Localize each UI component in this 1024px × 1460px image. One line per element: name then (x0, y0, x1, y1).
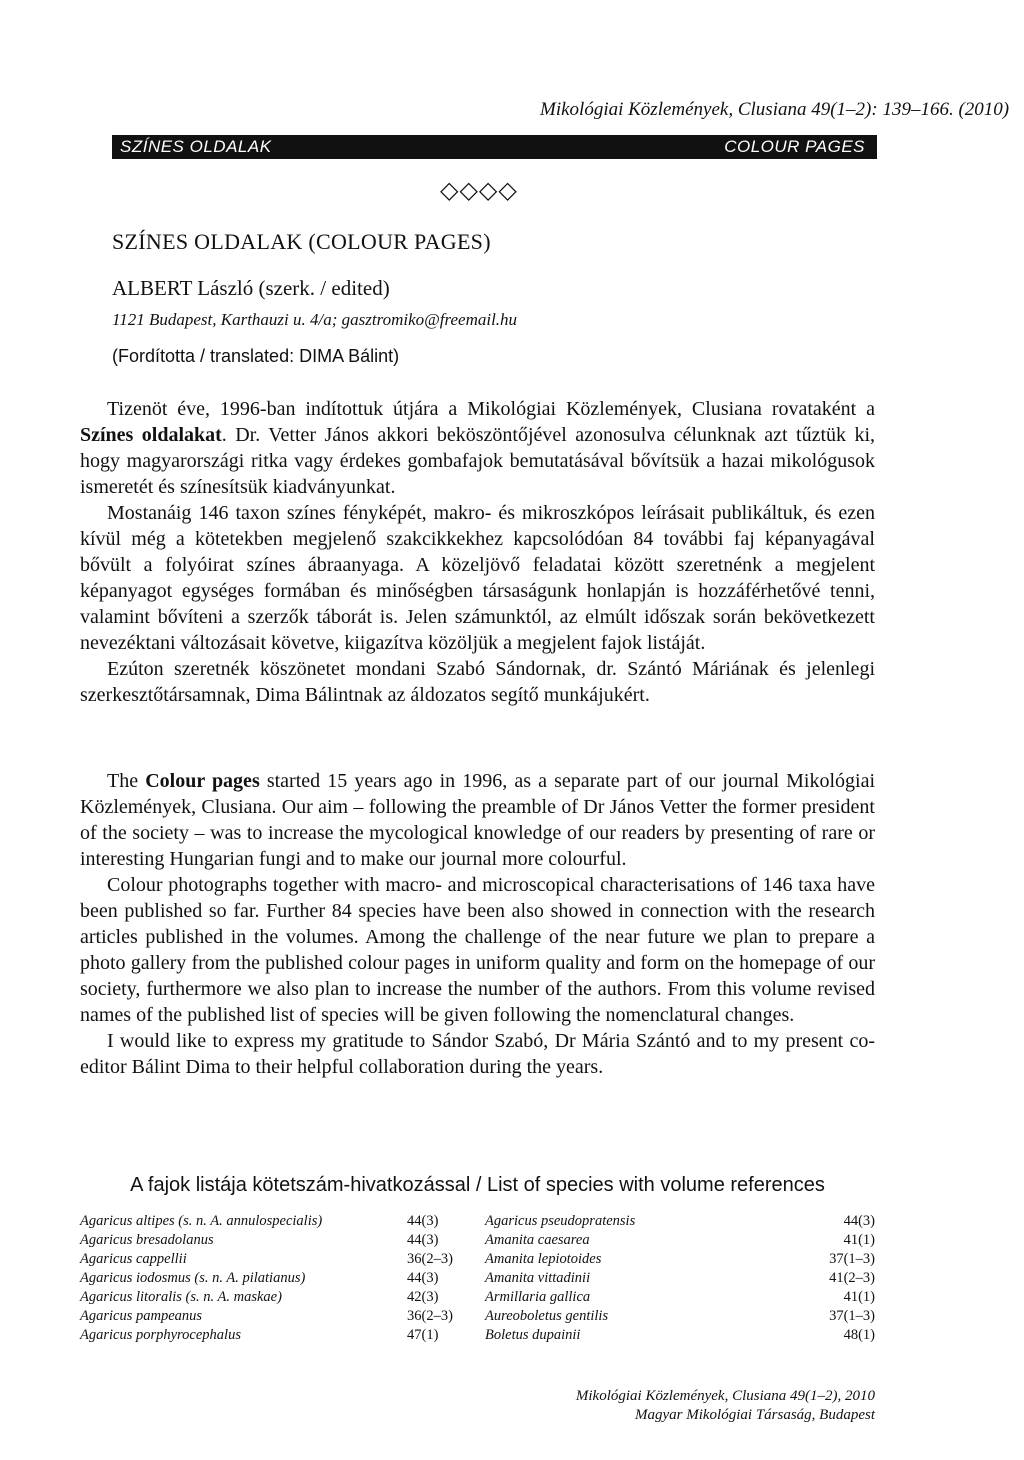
species-row (485, 1307, 875, 1326)
en-p1-start: The (107, 770, 146, 792)
species-name: Agaricus litoralis (s. n. A. maskae) (80, 1289, 282, 1305)
hu-paragraph-1 (80, 396, 875, 500)
en-p1-end: started 15 years ago in 1996, as a separate part of our journal Mikológiai Közlemények, Clusiana. Our aim – following the preamble of Dr János Vetter the former president of the society – was to increase the mycological knowledge of our readers by presenting of rare or interesting Hungarian fungi and to make our journal more colourful. (80, 770, 876, 870)
species-name: Amanita caesarea (485, 1232, 590, 1248)
hu-paragraph-3: Ezúton szeretnék köszönetet mondani Szabó Sándornak, dr. Szántó Máriának és jelenlegi szerkesztőtársamnak, Dima Bálintnak az áldozatos segítő munkájukért. (80, 658, 875, 706)
species-row (80, 1250, 480, 1269)
volume-reference: 44(3) (407, 1213, 439, 1229)
hungarian-text (80, 396, 875, 708)
en-paragraph-1 (80, 768, 875, 872)
footer-publisher-line: Magyar Mikológiai Társaság, Budapest (635, 1407, 875, 1423)
volume-reference: 41(1) (843, 1289, 875, 1305)
journal-citation-header: Mikológiai Közlemények, Clusiana 49(1–2): 139–166. (2010) (540, 99, 1010, 120)
species-row (80, 1269, 480, 1288)
english-text (80, 768, 875, 1080)
species-row (485, 1212, 875, 1231)
species-row (80, 1288, 480, 1307)
volume-reference: 37(1–3) (829, 1308, 875, 1324)
species-name: Agaricus bresadolanus (80, 1232, 214, 1248)
species-name: Agaricus porphyrocephalus (80, 1327, 241, 1343)
species-name: Boletus dupainii (485, 1327, 581, 1343)
volume-reference: 41(2–3) (829, 1270, 875, 1286)
hu-paragraph-2: Mostanáig 146 taxon színes fényképét, makro- és mikroszkópos leírásait publikáltuk, és ezen kívül még a kötetekben megjelenő szakcikkekhez kapcsolódóan 84 további faj képanyagával bővült a folyóirat színes ábraanyaga. A közeljövő feladatai között szeretnénk a megjelent képanyagot egységes formában és minőségben társaságunk honlapján is hozzáférhetővé tenni, valamint bővíteni a szerzők táborát is. Jelen számunktól, az elmúlt időszak során bekövetkezett nevezéktani változásait követve, kiigazítva közöljük a megjelent fajok listáját. (80, 502, 875, 654)
species-list-title: A fajok listája kötetszám-hivatkozással / List of species with volume references (130, 1174, 825, 1196)
author-address: 1121 Budapest, Karthauzi u. 4/a; gasztromiko@freemail.hu (112, 310, 518, 329)
species-list-left-column (80, 1212, 480, 1345)
volume-reference: 44(3) (843, 1213, 875, 1229)
section-bar-left-label: SZÍNES OLDALAK (120, 137, 272, 156)
species-row (485, 1288, 875, 1307)
volume-reference: 36(2–3) (407, 1251, 453, 1267)
hu-p1-start: Tizenöt éve, 1996-ban indítottuk útjára a Mikológiai Közlemények, Clusiana rovataként a (107, 398, 875, 420)
species-row (80, 1307, 480, 1326)
species-row (80, 1326, 480, 1345)
hu-p1-bold: Színes oldalakat (80, 424, 222, 446)
species-row (80, 1212, 480, 1231)
species-name: Aureoboletus gentilis (485, 1308, 609, 1324)
species-name: Agaricus pseudopratensis (485, 1213, 636, 1229)
article-title: SZÍNES OLDALAK (COLOUR PAGES) (112, 229, 491, 254)
species-list-right-column (485, 1212, 875, 1345)
species-name: Amanita vittadinii (485, 1270, 591, 1286)
volume-reference: 41(1) (843, 1232, 875, 1248)
article-author: ALBERT László (szerk. / edited) (112, 276, 390, 300)
species-row (485, 1250, 875, 1269)
en-paragraph-2: Colour photographs together with macro- and microscopical characterisations of 146 taxa have been published so far. Further 84 species have been also showed in connection with the research articles published in the volumes. Among the challenge of the near future we plan to prepare a photo gallery from the published colour pages in uniform quality and form on the homepage of our society, furthermore we also plan to increase the number of the authors. From this volume revised names of the published list of species will be given following the nomenclatural changes. (80, 874, 875, 1026)
species-row (485, 1231, 875, 1250)
species-name: Agaricus iodosmus (s. n. A. pilatianus) (80, 1270, 306, 1286)
volume-reference: 44(3) (407, 1270, 439, 1286)
species-row (485, 1269, 875, 1288)
species-row (485, 1326, 875, 1345)
species-name: Armillaria gallica (485, 1289, 591, 1305)
volume-reference: 37(1–3) (829, 1251, 875, 1267)
en-p1-bold: Colour pages (145, 770, 260, 792)
volume-reference: 42(3) (407, 1289, 439, 1305)
species-name: Agaricus pampeanus (80, 1308, 203, 1324)
species-name: Agaricus cappellii (80, 1251, 187, 1267)
hu-p1-end: . Dr. Vetter János akkori beköszöntőjével azonosulva célunknak azt tűztük ki, hogy magyarországi ritka vagy érdekes gombafajok bemutatásával bővítsük a hazai mikológusok ismeretét és színesítsük kiadványunkat. (80, 424, 876, 498)
volume-reference: 47(1) (407, 1327, 439, 1343)
species-name: Agaricus altipes (s. n. A. annulospecialis) (80, 1213, 323, 1229)
footer-journal-line: Mikológiai Közlemények, Clusiana 49(1–2), 2010 (575, 1388, 875, 1404)
volume-reference: 36(2–3) (407, 1308, 453, 1324)
section-bar-right-label: COLOUR PAGES (724, 137, 865, 156)
en-paragraph-3: I would like to express my gratitude to Sándor Szabó, Dr Mária Szántó and to my present co-editor Bálint Dima to their helpful collaboration during the years. (80, 1030, 875, 1078)
species-row (80, 1231, 480, 1250)
translator-credit: (Fordította / translated: DIMA Bálint) (112, 346, 400, 366)
volume-reference: 44(3) (407, 1232, 439, 1248)
section-bar (112, 135, 877, 159)
diamond-ornament-icon: ◇◇◇◇ (440, 178, 518, 204)
species-name: Amanita lepiotoides (485, 1251, 602, 1267)
volume-reference: 48(1) (843, 1327, 875, 1343)
